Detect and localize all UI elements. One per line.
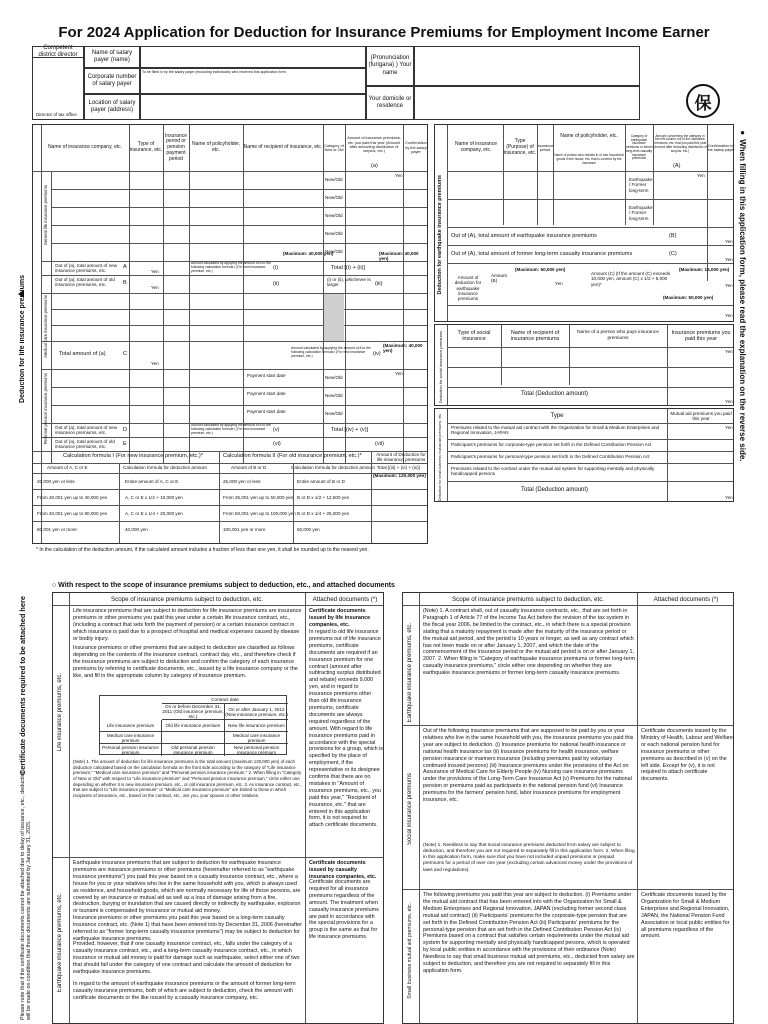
calc-old-formula: B or D x 1/2 + 12,500 yen — [297, 495, 350, 500]
eq-total-old-label: Out of (A), total amount of former long-term casualty insurance premiums — [451, 251, 633, 257]
row-divider — [447, 451, 733, 452]
row-divider — [447, 423, 733, 424]
new-old-mark[interactable]: New/Old — [325, 177, 343, 182]
eq-premiums-label-2: Earthquake insurance premiums, etc. — [407, 623, 413, 723]
row-divider — [41, 437, 427, 438]
new-old-mark[interactable]: New/Old — [325, 195, 343, 200]
tbl-med-blank — [162, 732, 225, 744]
row-divider — [51, 387, 427, 388]
row-divider — [51, 243, 427, 244]
yen-a: Yen — [151, 269, 159, 274]
calc-note-a: Amount calculated by applying the amount of A to the following calculation formula I (For new insurance premium, etc.) — [191, 261, 271, 273]
row-divider — [447, 263, 733, 264]
col-amount: Amount of insurance premiums, etc. you paid this year (Amount after deducting distribution of surplus, etc.) — [347, 136, 401, 154]
row-divider — [403, 725, 733, 726]
sub-medical-label: Medical care insurance premiums — [43, 295, 48, 358]
calc-divider — [119, 463, 120, 543]
label-iv: (iv) — [373, 351, 381, 357]
eq-max-15000: (Maximum: 15,000 yen) — [679, 267, 730, 272]
eq-col-confirm: Confirmation by the salary payer — [707, 143, 735, 152]
lower-scope-header: Scope of insurance premiums subject to deduction, etc. — [110, 595, 264, 603]
eq-formula-c: Amount (C) (If the amount (C) exceeds 10,000 yen, amount (C) x 1/2 + 5,000 yen)* — [591, 271, 671, 287]
col-period: Insurance period or pension payment period — [165, 132, 187, 162]
life-note-text: (Note) 1. The amount of deduction for life insurance premiums is the total amount (maximum 120,000 yen) of each deduction calculated based on the calculation formula on the front side according to the category of "Life insurance premium," "Medical care insurance premium" and "Personal pension insurance premium." 2. When filling in "Category of New or Old" with respect to "Life insurance premium" and "Personal pension insurance premium," circle either one depending on whether it is new insurance premium, etc., or old insurance premium, etc. 3. As insurance contract, etc., that are subject to "Life insurance premium" or "Medical care insurance premium" are limited to those in which recipients of insurance, etc., based on the contract, etc., are you, your spouse or other relatives. — [73, 759, 302, 798]
social-yen: Yen — [725, 349, 733, 354]
row-divider — [447, 347, 733, 348]
contract-date-table — [99, 695, 287, 755]
row-divider — [447, 387, 733, 388]
label-iii: (iii) — [375, 281, 383, 287]
sub-pension-label: Personal pension insurance premiums — [43, 373, 48, 445]
max-40000-c: (Maximum: 40,000 yen) — [383, 343, 423, 354]
eq-col-amount-a: (A) — [673, 163, 681, 169]
letter-b: B — [123, 280, 127, 286]
life-premiums-label: Life insurance premiums, etc. — [57, 673, 63, 752]
eq-scope-text-4: In regard to the amount of earthquake insurance premiums or the amount of former long-term casualty insurance premiums, both of which are subject to deduction, check the amount with certificate documents or the like issued by a casualty insurance company, etc. — [73, 981, 296, 1001]
yen-b: Yen — [151, 285, 159, 290]
mutual-yen-total: Yen — [725, 495, 733, 500]
eq-category-option[interactable]: Earthquake / Former long-term — [629, 205, 653, 221]
social-panel — [434, 324, 734, 406]
eq-col-amount: Amount concerning the category in the left column out of the insurance premiums, etc. that you paid this year (Amount after deducting distribution of surplus, etc.) — [653, 133, 707, 153]
calc-new-row: From 40,001 yen up to 80,000 yen — [37, 511, 108, 516]
out-old-label: Out of (a), total amount of old insurance premiums, etc. — [55, 277, 115, 288]
social-yen-total: Yen — [725, 399, 733, 404]
calc-new-formula: Entire amount of A, C or E — [125, 479, 179, 484]
col-divider — [553, 125, 554, 225]
calc-old-row: From 25,001 yen up to 50,000 yen — [223, 495, 294, 500]
row-divider — [447, 481, 733, 482]
col-divider — [419, 593, 420, 1023]
col-divider — [667, 325, 668, 405]
eq-yen: Yen — [697, 173, 705, 178]
eq-yen-c2: Yen — [725, 283, 733, 288]
contract-date-header: Contract date — [162, 696, 288, 704]
col-divider — [403, 125, 404, 463]
location-label: Location of salary payer (address) — [88, 99, 136, 113]
row-divider — [41, 293, 427, 294]
competent-director-label: Competent district director — [38, 44, 78, 58]
col-divider — [501, 325, 502, 385]
row-divider — [51, 189, 427, 190]
calc-old-formula: Entire amount of B or D — [297, 479, 346, 484]
calc-new-row: From 20,001 yen up to 40,000 yen — [37, 495, 108, 500]
domicile-field[interactable] — [414, 86, 640, 120]
col-company: Name of insurance company, etc. — [47, 144, 123, 151]
row-divider — [51, 325, 427, 326]
eq-col-company: Name of insurance company, etc. — [455, 141, 497, 153]
small-business-label: Small business mutual aid premiums, etc. — [407, 903, 413, 999]
lower-scope-header-2: Scope of insurance premiums subject to deduction, etc. — [451, 595, 605, 603]
yen-c: Yen — [151, 361, 159, 366]
salary-payer-name-label: Name of salary payer (name) — [91, 49, 133, 63]
contract-new-header: On or after January 1, 2012 (New insurance premium, etc.) — [225, 704, 288, 720]
calc-old-formula: 50,000 yen — [297, 527, 320, 532]
row-divider — [33, 521, 427, 522]
corporate-number-label-cell — [84, 68, 140, 94]
eq-yen-b: Yen — [725, 239, 733, 244]
amount-yen: Yen — [395, 371, 403, 376]
calc-new-row: 20,000 yen or less — [37, 479, 75, 484]
row-divider — [33, 171, 427, 172]
row-divider — [53, 605, 383, 606]
lower-attached-header-2: Attached documents (*) — [653, 595, 719, 603]
lower-left-table — [52, 592, 384, 1024]
tbl-life-new: New life insurance premium — [225, 720, 288, 732]
location-field[interactable] — [140, 94, 366, 120]
new-old-mark[interactable]: New/Old — [325, 411, 343, 416]
eq-yen-c: Yen — [725, 257, 733, 262]
small-scope-text: The following premiums you paid this year are subject to deduction. (i) Premiums under the mutual aid contract that has been entered into with the Organization for Small & Medium Enterprises and Regional Innovation, JAPAN (excluding former second class mutual aid contract) (ii) Participants' premiums for the corporate-type pension that are set forth in the Defined Contribution Pension Act (iii) Participants' premiums for the personal-type pension that are set forth in the Defined Contribution Pension Act (iv) Premiums based on a contract that satisfies certain requirements under the mutual aid system for supporting mentally and physically handicapped persons, which is operated by local public entities in accordance with the provisions of their ordinance (Note) Needless to say that small business mutual aid premiums, etc., deducted from salary are subject to deduction, and therefore you are not required to separately fill in this application form. — [423, 892, 635, 974]
new-old-mark[interactable]: New/Old — [325, 231, 343, 236]
col-divider — [189, 125, 190, 463]
payment-start: Payment start date — [247, 391, 286, 396]
calc-new-formula: 40,000 yen — [125, 527, 148, 532]
social-side-label: Deduction for social insurance premiums — [438, 331, 443, 404]
small-attached-text: Certificate documents issued by the Organization for Small & Medium Enterprises and Regional Innovation, JAPAN, the National Pension Fund Association or local public entities for all premiums regardless of the amount. — [641, 892, 730, 940]
calc-old-row: 25,000 yen or less — [223, 479, 261, 484]
tbl-med: Medical care insurance premium — [100, 732, 162, 744]
label-vii: (vii) — [375, 441, 385, 447]
calc-col-formula-old: Calculation formula for deduction amount — [291, 465, 375, 470]
lower-heading: ○ With respect to the scope of insurance premiums subject to deduction, etc., and attached documents — [52, 582, 395, 589]
row-divider — [33, 451, 427, 452]
letter-d: D — [123, 427, 128, 433]
letter-e: E — [123, 441, 127, 447]
col-divider — [51, 171, 52, 463]
col-category: Category of New or Old — [324, 143, 344, 152]
row-divider — [33, 505, 427, 506]
calc-new-row: 80,001 yen or more — [37, 527, 77, 532]
out-old-label-2: Out of (a), total amount of old insurance premiums, etc. — [55, 439, 115, 450]
calc-divider — [219, 451, 220, 543]
row-divider — [447, 199, 733, 200]
eq-max-50000: (Maximum: 50,000 yen) — [515, 267, 566, 272]
earthquake-panel — [434, 124, 734, 322]
calc-old-row: From 50,001 yen up to 100,000 yen — [223, 511, 296, 516]
tbl-pen-old: Old personal pension insurance premium — [162, 744, 225, 756]
director-area — [32, 46, 84, 120]
calc-new-formula: A, C or E x 1/4 + 20,000 yen — [125, 511, 183, 516]
letter-c: C — [123, 351, 128, 357]
eq-scope-text-3: Provided, however, that if one casualty insurance contract, etc., falls under the category of a casualty insurance contract, etc., and a long-term casualty insurance contract, etc., in which insurance or mutual aid money is paid for damage such as earthquake, select either one of two that should fall under the category of one contract and calculate the amount of deduction for earthquake insurance premiums. — [73, 941, 300, 975]
out-new-label-2: Out of (a), total amount of new insurance premiums, etc. — [55, 425, 118, 436]
calc-new-formula: A, C or E x 1/2 + 10,000 yen — [125, 495, 183, 500]
eq-yen-amount: Yen — [555, 281, 563, 286]
col-divider — [637, 593, 638, 1023]
life-scope-text: Life insurance premiums that are subject to deduction for life insurance premiums are insurance premiums or other premiums you paid this year under a certain life insurance contract, etc., (including a contract that sets forth the payment of pension) or a certain insurance contract in which insurance is paid due to a prospect of hospital and medical expenses caused by disease or bodily injury. — [73, 608, 302, 642]
eq-max-total: (Maximum: 50,000 yen) — [663, 295, 714, 300]
row-divider — [447, 171, 733, 172]
calc-old-row: 100,001 yen or more — [223, 527, 266, 532]
row-divider — [447, 439, 733, 440]
calc-note-c: Amount calculated by applying the amount of A to the following calculation formula I (For new insurance premium, etc.) — [291, 346, 371, 358]
calc-note-d: Amount calculated by applying the amount of A to the following calculation formula I (For new insurance premium, etc.) — [191, 423, 271, 435]
eq-category-option[interactable]: Earthquake / Former long-term — [629, 177, 653, 193]
formula-old-title: Calculation formula II (For old insurance premium, etc.)* — [223, 453, 362, 459]
calc-col-formula-new: Calculation formula for deduction amount — [123, 465, 207, 470]
calc-divider — [371, 451, 372, 543]
row-divider — [41, 275, 427, 276]
mutual-row: Participant's premiums for personal-type pension set forth in the Defined Contribution Pension Act — [451, 454, 650, 459]
row-divider — [51, 405, 427, 406]
col-type: Type of insurance, etc. — [129, 141, 163, 153]
larger-note: (i) or (ii), whichever is larger — [327, 277, 371, 288]
eq-amount-deduction: Amount of deduction for earthquake insurance premiums — [454, 275, 482, 302]
attach-delay-note: Please note that if the certificate documents cannot be attached due to delay of issuance, etc., deduction will be made on condition that those documents are submitted by January 31, 2025. — [20, 770, 32, 1020]
col-divider — [537, 125, 538, 225]
label-vi: (vi) — [273, 441, 281, 447]
formula-new-title: Calculation formula I (For new insurance premium, etc.)* — [63, 453, 203, 459]
col-divider — [569, 325, 570, 385]
social-col-payer: Name of a person who pays insurance premiums — [577, 330, 659, 341]
director-office-label: Director of tax office — [36, 112, 77, 117]
row-divider — [447, 305, 733, 306]
row-divider — [33, 489, 427, 490]
payment-start: Payment start date — [247, 373, 286, 378]
row-divider — [33, 473, 427, 474]
row-divider — [403, 605, 733, 606]
your-name-field[interactable] — [414, 46, 640, 86]
total-c-label: Total amount of (a) — [59, 351, 106, 357]
social-col-type: Type of social insurance — [457, 329, 491, 342]
row-divider — [41, 369, 427, 370]
row-divider — [403, 889, 733, 890]
label-v: (v) — [273, 427, 280, 433]
row-divider — [51, 207, 427, 208]
lower-attached-header: Attached documents (*) — [312, 595, 378, 603]
row-divider — [33, 463, 427, 464]
life-insurance-panel — [19, 124, 428, 544]
eq-note-text: (Note) 1. A contract shall, out of casualty insurance contracts, etc., that are set forth in Paragraph 1 of Article 77 of the Income Tax Act before the revision of the tax system in the fiscal year 2006, be limited to the contract, etc., in which there is a special provision stating that a maturity repayment is made after the maturity of the insurance period or the mutual aid period, and the period is 10 years or longer, as well as any contract which has not been made on or after January 1, 2007, and which the date of the commencement of the insurance period or the mutual aid period is on or after January 1, 2007. 2. When filling in "Category of earthquake insurance premiums or former long-term casualty insurance premiums," circle either one depending on whether they are earthquake insurance premiums or former long-term casualty insurance premiums. — [423, 608, 635, 677]
domicile-label: Your domicile or residence — [368, 95, 412, 109]
mutual-col-type: Type — [550, 412, 564, 419]
corporate-number-label: Corporate number of salary payer — [87, 73, 137, 87]
row-divider — [447, 227, 733, 228]
social-col-amount: Insurance premiums you paid this year — [671, 329, 731, 342]
row-divider — [53, 857, 383, 858]
new-old-mark[interactable]: New/Old — [325, 393, 343, 398]
life-attached-text: In regard to old life insurance premiums out of life insurance premiums, certificate documents are required if an insurance premium for one contract (amount after subtracting surplus distributed and rebate) exceeds 9,000 yen, and in regard to insurance premiums other than old life insurance premiums, certificate documents are always required regardless of the amount. With regard to life insurance premiums paid in accordance with the special provisions for a group, which is specified by the place of employment, if the representative or its designee confirms that there are no mistakes in "Amount of insurance premiums, etc., you paid this year," "Recipient of insurance, etc." that are entered in this application form, it is not required to attach certificate documents. — [309, 629, 384, 829]
social-col-recipient: Name of recipient of insurance premiums — [510, 329, 560, 342]
out-new-label: Out of (a), total amount of new insurance premiums, etc. — [55, 263, 118, 274]
new-old-mark[interactable]: New/Old — [325, 213, 343, 218]
mutual-row: Premiums related to the mutual aid contract with the Organization for Small & Medium Enterprises and Regional Innovation, JAPAN — [451, 425, 660, 436]
max-40000-a: (Maximum: 40,000 yen) — [283, 251, 334, 256]
eq-total-label: Out of (A), total amount of earthquake insurance premiums — [451, 233, 597, 239]
social-scope-text: Out of the following insurance premiums that are supposed to be paid by you or your relatives who live in the same household with you, the insurance premiums you paid this year are subject to deduction. (i) Insurance premiums for national health insurance or national health insurance tax (ii) Insurance premiums for health insurance, welfare pension insurance or mariners insurance (including premiums paid by voluntary continued insured persons) (iii) Insurance premiums under the provisions of the Act on Assurance of Medical Care for Elderly People (iv) Nursing care insurance premiums under the provisions of the Long-Term Care Insurance Act (v) Premiums for the national pension or premiums paid as participants in the national pension fund (vi) Insurance premiums for the farmers' pension fund, labor insurance premiums for employment insurance, etc. — [423, 728, 634, 804]
eq-attached-text: Certificate documents are required for all insurance premiums regardless of the amount. The treatment when casualty insurance premiums are paid in accordance with the special provisions for a group is the same as that for life insurance premiums. — [309, 879, 379, 941]
row-divider — [447, 245, 733, 246]
col-divider — [243, 125, 244, 463]
col-divider — [345, 125, 346, 463]
tbl-pen-new: New personal pension insurance premium — [233, 745, 280, 755]
mutual-yen: Yen — [725, 425, 733, 430]
domicile-label-cell — [366, 86, 414, 120]
calc-col-amount-bd: Amount of B or D — [231, 465, 267, 470]
social-total: Total (Deduction amount) — [521, 391, 589, 397]
new-old-mark[interactable]: New/Old — [325, 249, 343, 254]
tbl-life: Life insurance premium — [100, 720, 162, 732]
mutual-row: Participant's premiums for corporate-type pension set forth in the Defined Contribution Pension Act — [451, 442, 652, 447]
calc-divider — [293, 463, 294, 543]
label-i: (i) — [273, 265, 278, 271]
tbl-life-old: Old life insurance premium — [162, 720, 225, 732]
row-divider — [41, 341, 427, 342]
row-divider — [447, 367, 733, 368]
mutual-aid-panel — [434, 408, 734, 502]
max-40000-total: (Maximum: 40,000 yen) — [379, 251, 419, 262]
eq-col-policy-sub: Name of person who resides in or has household goods in the house, etc. that is covered by the insurance — [554, 153, 624, 165]
reverse-side-note: ● When filling in this application form, please read the explanation on the reverse side. — [738, 128, 747, 462]
calc-footnote: * In the calculation of the deduction amount, if the calculated amount includes a fraction of less than one yen, it shall be rounded up to the nearest yen. — [36, 547, 369, 553]
social-premiums-label: Social insurance premiums — [407, 773, 413, 846]
location-label-cell — [84, 94, 140, 120]
col-divider — [503, 125, 504, 225]
shaded-cell — [324, 294, 344, 341]
salary-payer-name-field[interactable] — [140, 46, 366, 68]
calc-col-amount-abc: Amount of A, C or E — [47, 465, 88, 470]
total-formula-label: Total [(iii) + (vi) + (ix)] — [377, 465, 420, 470]
life-side-label: Deduction for life insurance premiums — [19, 275, 26, 403]
corporate-number-note: To be filled in by the salary payer (excluding individuals) who received this application form. — [142, 70, 287, 74]
mutual-side-label: Deduction for small business mutual aid premiums, etc. — [438, 413, 442, 502]
col-divider — [163, 125, 164, 463]
tbl-med-new: Medical care insurance premium — [225, 732, 288, 744]
mutual-row: Premiums related to the contract under the mutual aid system for supporting mentally and physically handicapped persons — [451, 466, 655, 477]
lower-right-table — [402, 592, 734, 1024]
eq-side-label: Deduction for earthquake insurance premiums — [437, 175, 443, 295]
eq-scope-text-2: Insurance premiums or other premiums you paid this year based on a long-term casualty insurance contract, etc. (Note 1) that have been entered into by December 31, 2006 (hereinafter referred to as "former long-term casualty insurance premiums") may be subject to deduction for earthquake insurance premiums. — [73, 915, 302, 942]
salary-payer-name-label-cell — [84, 46, 140, 68]
social-attached-text: Certificate documents issued by the Ministry of Health, Labour and Welfare or each national pension fund for insurance premiums or other premiums as described in (v) on the left side. Except for (v), it is not required to attach certificate documents. — [641, 728, 733, 783]
tbl-pen: Personal pension insurance premium — [100, 744, 162, 756]
label-ii: (ii) — [273, 281, 280, 287]
pronunciation-label: (Pronunciation (furigana) ) Your name — [368, 55, 412, 76]
payment-start: Payment start date — [247, 409, 286, 414]
col-policyholder: Name of policyholder, etc. — [191, 141, 241, 153]
contract-old-header: On or before December 31, 2011 (Old insurance premium, etc.) — [162, 704, 224, 719]
life-scope-text-2: Insurance premiums or other premiums that are subject to deduction are classified as follows depending on the contents of the insurance contract, contract day, etc., and therefore check if the insurance premiums are subject to deduction and confirm the category of each insurance premiums by referring to certificate documents, etc., issued by a life insurance company or the like, and fill in the appropriate column by category of insurance premium. — [73, 645, 298, 679]
eq-total-c: (C) — [669, 251, 677, 257]
row-divider — [447, 463, 733, 464]
eq-col-type: Type (Purpose) of insurance, etc. — [503, 138, 537, 156]
col-divider — [625, 125, 626, 225]
social-note-text: (Note) 1. Needless to say that social insurance premiums deducted from salary are subject to deduction, and therefore you are not required to separately fill in this application form. 2. When filing in this application form, make sure that you have not included unpaid premiums or prepaid premiums for a period of over one year (excluding certain advanced money under the provisions of laws and regulations). — [423, 843, 635, 873]
col-divider — [447, 125, 448, 321]
col-confirm: Confirmation by the salary payer — [405, 141, 427, 155]
col-divider — [707, 125, 708, 281]
col-amount-a: (a) — [371, 163, 378, 169]
form-title: For 2024 Application for Deduction for Insurance Premiums for Employment Income Earner — [58, 24, 710, 41]
total-iv-v: Total [(iv) + (v)] — [331, 427, 369, 433]
eq-premiums-label: Earthquake insurance premiums, etc. — [57, 893, 63, 993]
letter-a: A — [123, 264, 127, 270]
eq-col-category: Category of earthquake insurance premiums or former long-term casualty insurance premiums — [625, 134, 653, 161]
life-attached-title: Certificate documents issued by life insurance companies, etc. — [309, 608, 371, 628]
attach-here-label: Certificate documents required to be attached here — [18, 596, 27, 776]
col-divider — [129, 125, 130, 463]
eq-col-period: Insurance period — [536, 143, 554, 152]
calc-old-formula: B or D x 1/4 + 25,000 yen — [297, 511, 350, 516]
eq-amount-b: Amount (B) — [491, 273, 507, 284]
max-120000: (Maximum: 120,000 yen) — [373, 473, 426, 478]
eq-scope-text: Earthquake insurance premiums that are subject to deduction for earthquake insurance premiums are insurance premiums or other premiums (hereinafter referred to as "earthquake insurance premiums") you paid this year based on a casualty insurance contract, etc., where a house for you or your relatives who live in the same household with you, which is always used as residence, and household goods, which are normally necessary for life of those persons, are covered by an insurance or mutual aid as well as a loss of damage arising from a fire, destruction, burying or inundation that are caused directly or indirectly by earthquake, explosion or tsunami is compensated by insurance or mutual aid money. — [73, 860, 301, 915]
row-divider — [51, 225, 427, 226]
eq-col-policyholder: Name of policyholder, etc. — [560, 133, 618, 140]
col-recipient: Name of recipient of insurance, etc. — [243, 144, 323, 151]
corporate-number-field[interactable] — [140, 68, 366, 94]
pronunciation-label-cell — [366, 46, 414, 86]
total-i-ii: Total [(i) + (ii)] — [331, 265, 366, 271]
col-divider — [653, 125, 654, 225]
new-old-mark[interactable]: New/Old — [325, 375, 343, 380]
mutual-total: Total (Deduction amount) — [521, 487, 589, 493]
eq-attached-title: Certificate documents issued by casualty insurance companies, etc. — [309, 860, 377, 880]
total-deduction-label: Amount of Deduction for life insurance premiums — [376, 452, 426, 463]
col-divider — [69, 593, 70, 1023]
col-divider — [305, 593, 306, 1023]
sub-general-label: General life insurance premiums — [43, 185, 48, 246]
amount-yen: Yen — [395, 173, 403, 178]
seal-stamp-mark: 保 — [686, 84, 720, 118]
eq-yen-total: Yen — [725, 313, 733, 318]
mutual-col-amount: Mutual aid premiums you paid this year — [670, 410, 732, 421]
row-divider — [51, 309, 427, 310]
eq-total-b: (B) — [669, 233, 677, 239]
